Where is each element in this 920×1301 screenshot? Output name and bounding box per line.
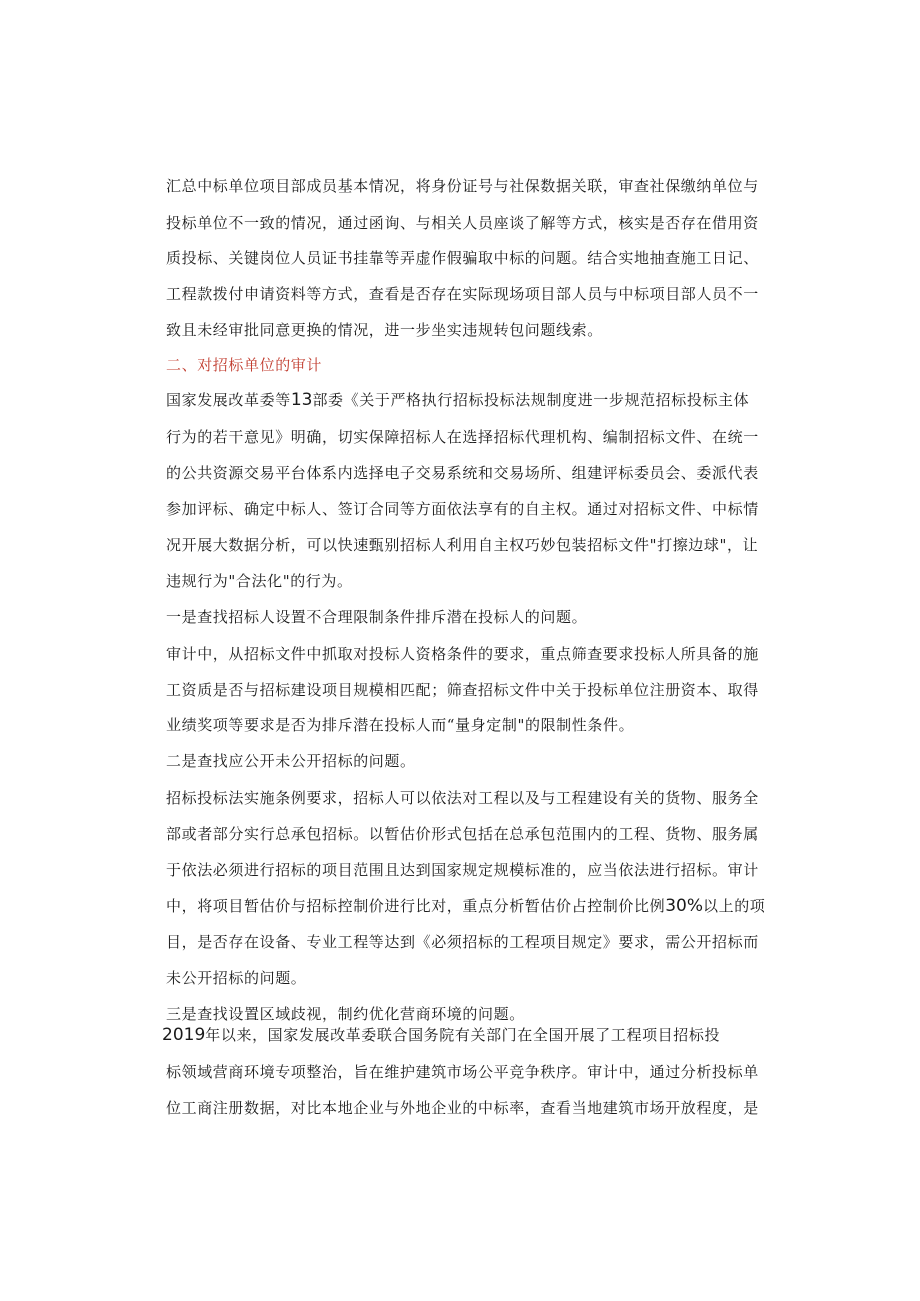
text-line	[162, 1025, 720, 1045]
text-line: 招标投标法实施条例要求，招标人可以依法对工程以及与工程建设有关的货物、服务全	[166, 789, 759, 807]
text-line: 违规行为"合法化"的行为。	[166, 572, 353, 590]
text-line: 审计中，从招标文件中抓取对投标人资格条件的要求，重点筛查要求投标人所具备的施	[166, 645, 759, 663]
text-fragment: 年以来，国家发展改革委联合国务院有关部门在全国开展了工程项目招标投	[205, 1026, 721, 1044]
text-line: 目，是否存在设备、专业工程等达到《必须招标的工程项目规定》要求，需公开招标而	[166, 933, 759, 951]
text-line: 未公开招标的问题。	[166, 969, 307, 987]
text-line: 三是查找设置区域歧视，制约优化营商环境的问题。	[166, 1005, 525, 1023]
section-heading: 二、对招标单位的审计	[166, 356, 323, 374]
text-line: 工资质是否与招标建设项目规模相匹配；筛查招标文件中关于投标单位注册资本、取得	[166, 681, 759, 699]
text-line: 汇总中标单位项目部成员基本情况，将身份证号与社保数据关联，审查社保缴纳单位与	[166, 177, 759, 195]
text-fragment: 以上的项	[703, 897, 766, 915]
text-line: 的公共资源交易平台体系内选择电子交易系统和交易场所、组建评标委员会、委派代表	[166, 464, 759, 482]
text-fragment: 部委《关于严格执行招标投标法规制度进一步规范招标投标主体	[312, 391, 750, 409]
text-line	[166, 390, 749, 410]
text-line: 投标单位不一致的情况，通过函询、与相关人员座谈了解等方式，核实是否存在借用资	[166, 214, 759, 232]
text-line	[166, 896, 765, 916]
text-line: 质投标、关键岗位人员证书挂靠等弄虚作假骗取中标的问题。结合实地抽查施工日记、	[166, 249, 759, 267]
number-fragment: 2019	[162, 1025, 206, 1045]
text-line: 参加评标、确定中标人、签订合同等方面依法享有的自主权。通过对招标文件、中标情	[166, 500, 759, 518]
text-line: 况开展大数据分析，可以快速甄别招标人利用自主权巧妙包装招标文件"打擦边球"，让	[166, 536, 759, 554]
text-line: 致且未经审批同意更换的情况，进一步坐实违规转包问题线索。	[166, 321, 603, 339]
text-fragment: 国家发展改革委等	[166, 391, 291, 409]
text-line: 于依法必须进行招标的项目范围且达到国家规定规模标准的，应当依法进行招标。审计	[166, 861, 759, 879]
text-line: 业绩奖项等要求是否为排斥潜在投标人而“量身定制"的限制性条件。	[166, 716, 635, 734]
text-line: 部或者部分实行总承包招标。以暂估价形式包括在总承包范围内的工程、货物、服务属	[166, 825, 759, 843]
text-line: 标领域营商环境专项整治，旨在维护建筑市场公平竞争秩序。审计中，通过分析投标单	[166, 1063, 759, 1081]
text-line: 位工商注册数据，对比本地企业与外地企业的中标率，查看当地建筑市场开放程度，是	[166, 1099, 759, 1117]
number-fragment: 30%	[665, 896, 703, 916]
text-line: 二是查找应公开未公开招标的问题。	[166, 752, 416, 770]
text-line: 一是查找招标人设置不合理限制条件排斥潜在投标人的问题。	[166, 608, 588, 626]
text-line: 工程款拨付申请资料等方式，查看是否存在实际现场项目部人员与中标项目部人员不一	[166, 285, 759, 303]
text-fragment: 中，将项目暂估价与招标控制价进行比对，重点分析暂估价占控制价比例	[166, 897, 666, 915]
number-fragment: 13	[290, 390, 313, 410]
text-line: 行为的若干意见》明确，切实保障招标人在选择招标代理机构、编制招标文件、在统一	[166, 428, 759, 446]
